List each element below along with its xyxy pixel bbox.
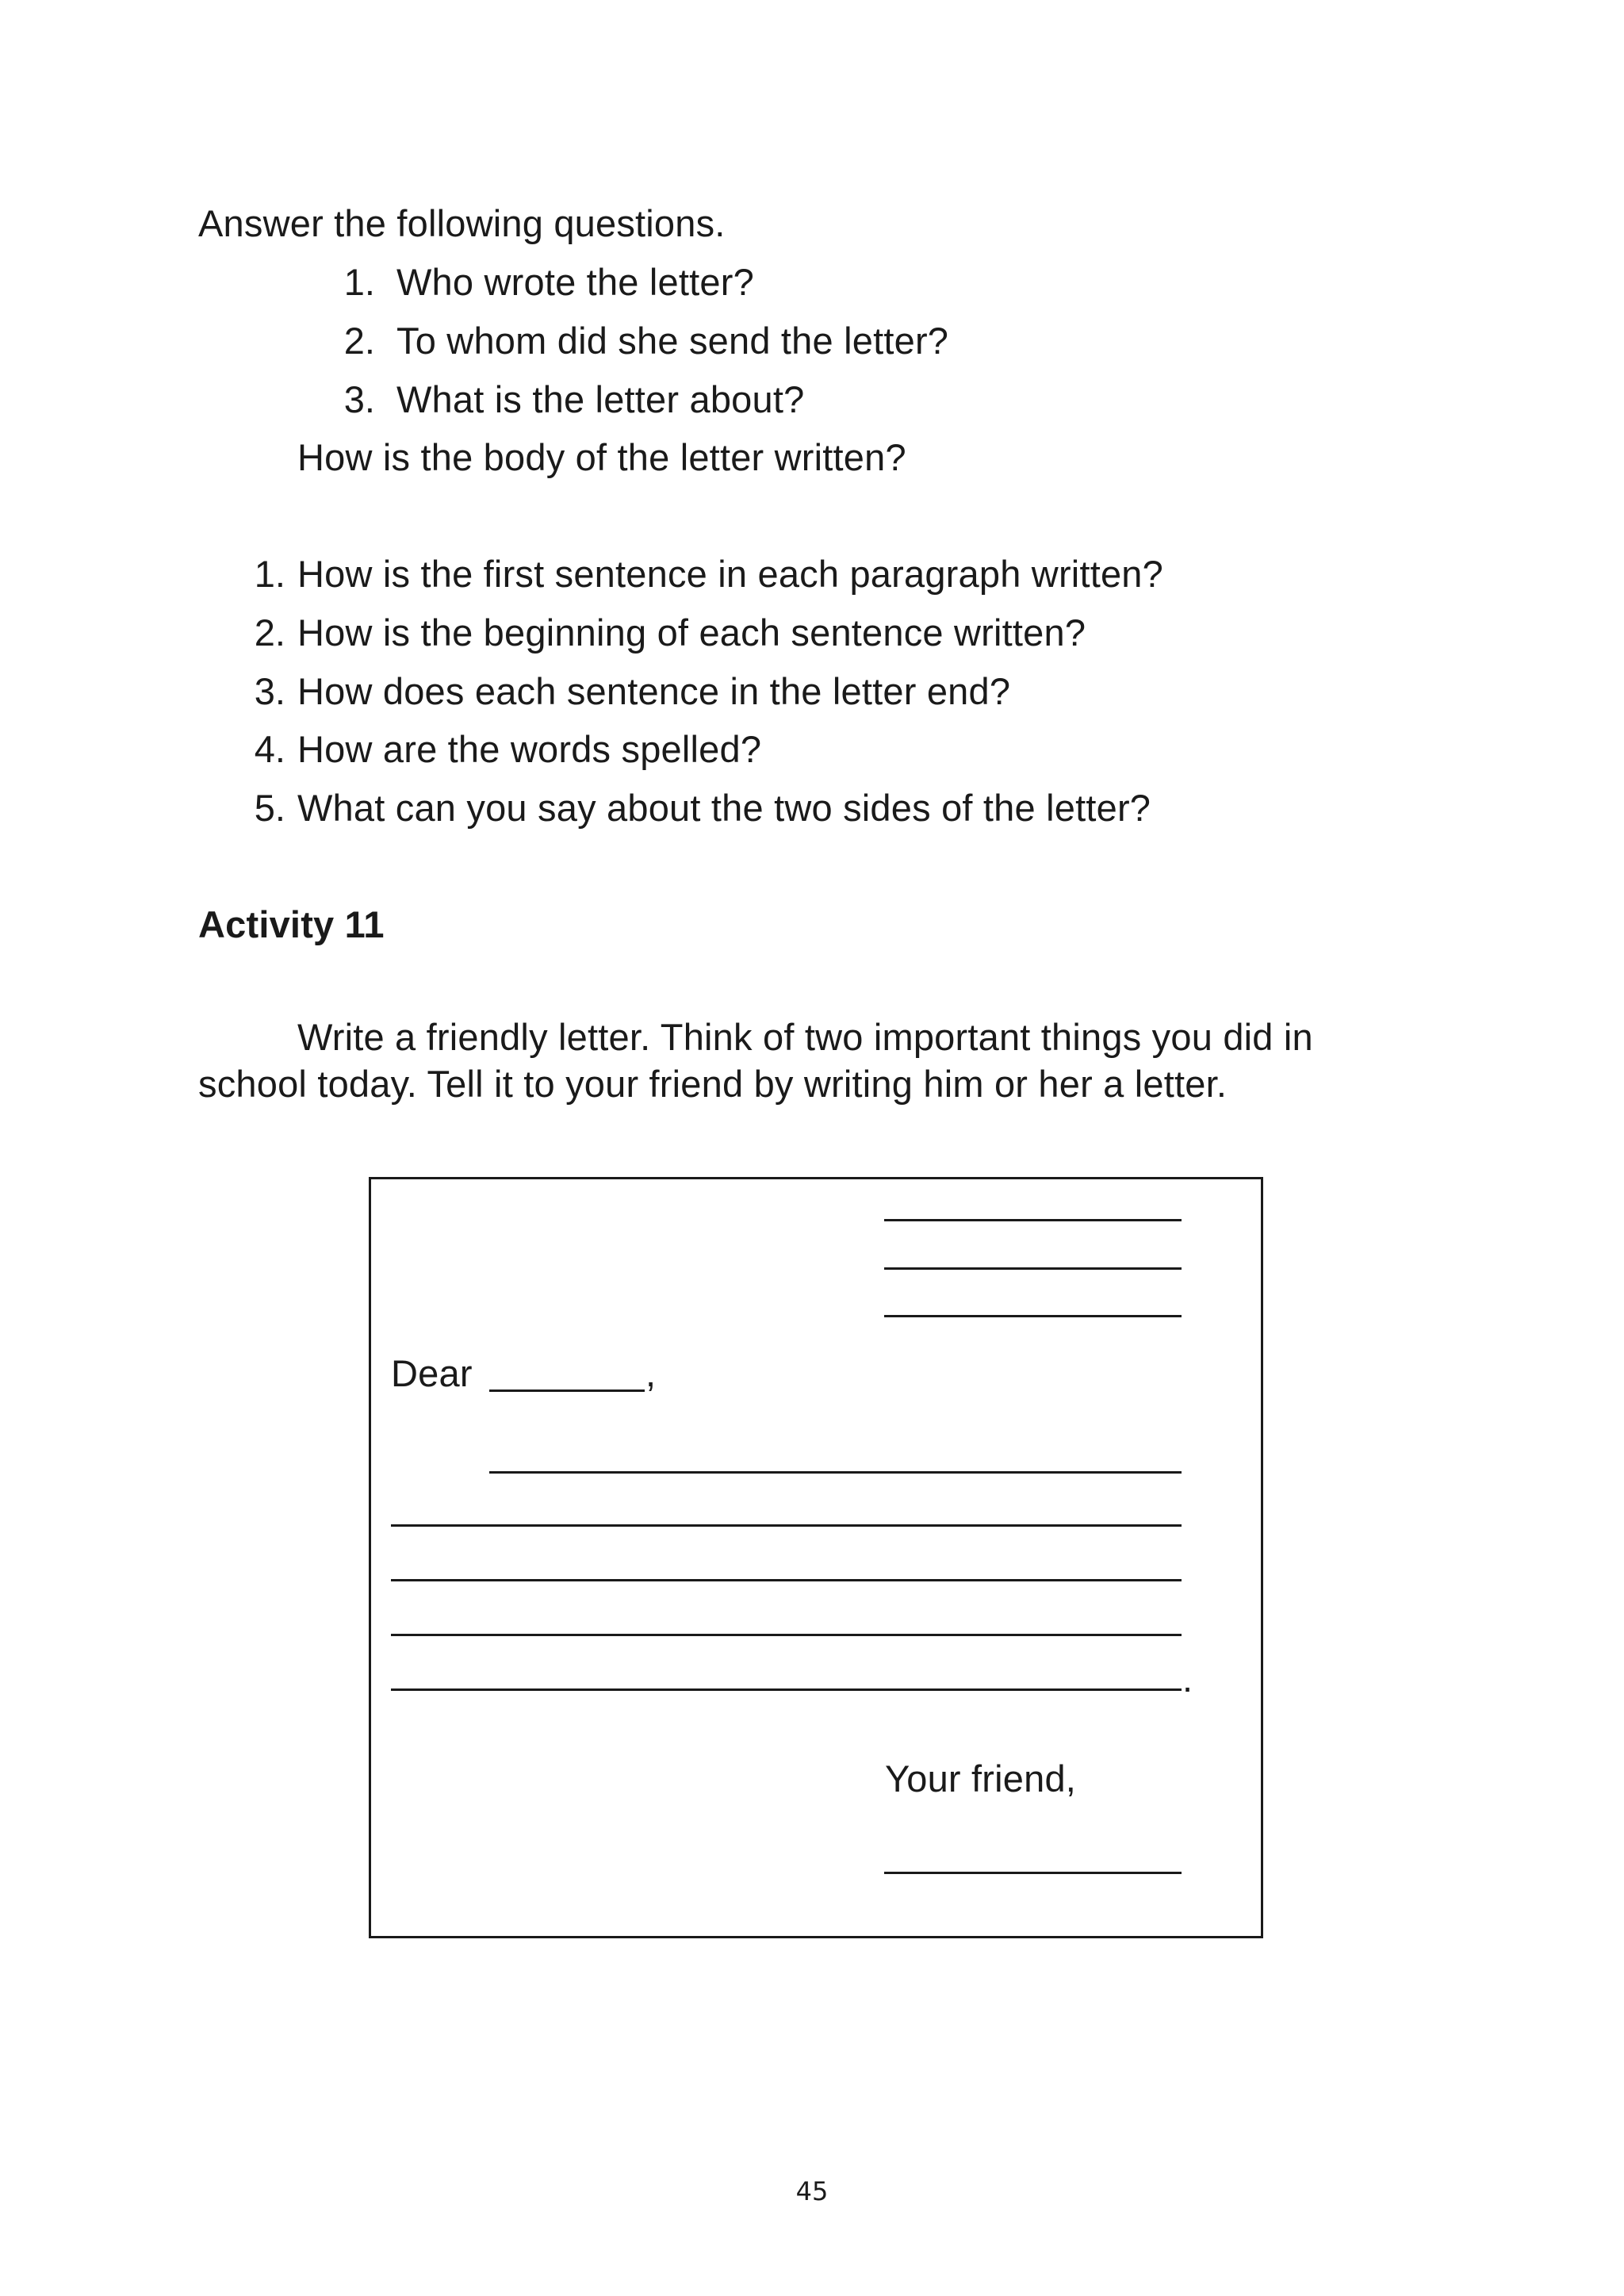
list-item-text: How is the first sentence in each paragraph written?: [297, 553, 1163, 595]
body-question: How is the body of the letter written?: [297, 436, 906, 478]
heading-blank-line[interactable]: [884, 1315, 1182, 1317]
list-item-text: How does each sentence in the letter end?: [297, 670, 1011, 712]
list-item-text: How are the words spelled?: [297, 728, 762, 770]
list-item-number: 2.: [343, 320, 375, 362]
list-item-number: 3.: [254, 670, 285, 712]
greeting-comma: ,: [645, 1352, 657, 1394]
greeting-name-blank[interactable]: [489, 1389, 645, 1392]
body-blank-line[interactable]: [391, 1634, 1182, 1636]
list-item-text: To whom did she send the letter?: [396, 320, 949, 362]
activity-instructions-line-2: school today. Tell it to your friend by writing him or her a letter.: [198, 1063, 1228, 1105]
list-item-text: What can you say about the two sides of the letter?: [297, 787, 1151, 829]
letter-template-box: [369, 1177, 1263, 1938]
list-item-text: How is the beginning of each sentence written?: [297, 611, 1086, 654]
body-final-period: .: [1182, 1658, 1193, 1700]
body-blank-line[interactable]: [391, 1688, 1182, 1691]
list-item-text: What is the letter about?: [396, 378, 805, 420]
closing-text: Your friend,: [885, 1757, 1077, 1800]
heading-blank-line[interactable]: [884, 1219, 1182, 1221]
greeting-label: Dear: [391, 1352, 473, 1394]
signature-blank-line[interactable]: [884, 1872, 1182, 1874]
activity-title: Activity 11: [198, 903, 385, 945]
list-item-number: 3.: [343, 378, 375, 420]
page-number: 45: [795, 2176, 829, 2206]
list-item-number: 4.: [254, 728, 285, 770]
list-item-number: 1.: [254, 553, 285, 595]
body-blank-line[interactable]: [489, 1471, 1182, 1474]
list-item-number: 1.: [343, 261, 375, 303]
activity-instructions-line-1: Write a friendly letter. Think of two important things you did in: [297, 1016, 1313, 1058]
list-item-number: 5.: [254, 787, 285, 829]
list-item-number: 2.: [254, 611, 285, 654]
list-item-text: Who wrote the letter?: [396, 261, 754, 303]
body-blank-line[interactable]: [391, 1524, 1182, 1527]
questions-intro: Answer the following questions.: [198, 202, 726, 244]
heading-blank-line[interactable]: [884, 1267, 1182, 1270]
body-blank-line[interactable]: [391, 1579, 1182, 1581]
